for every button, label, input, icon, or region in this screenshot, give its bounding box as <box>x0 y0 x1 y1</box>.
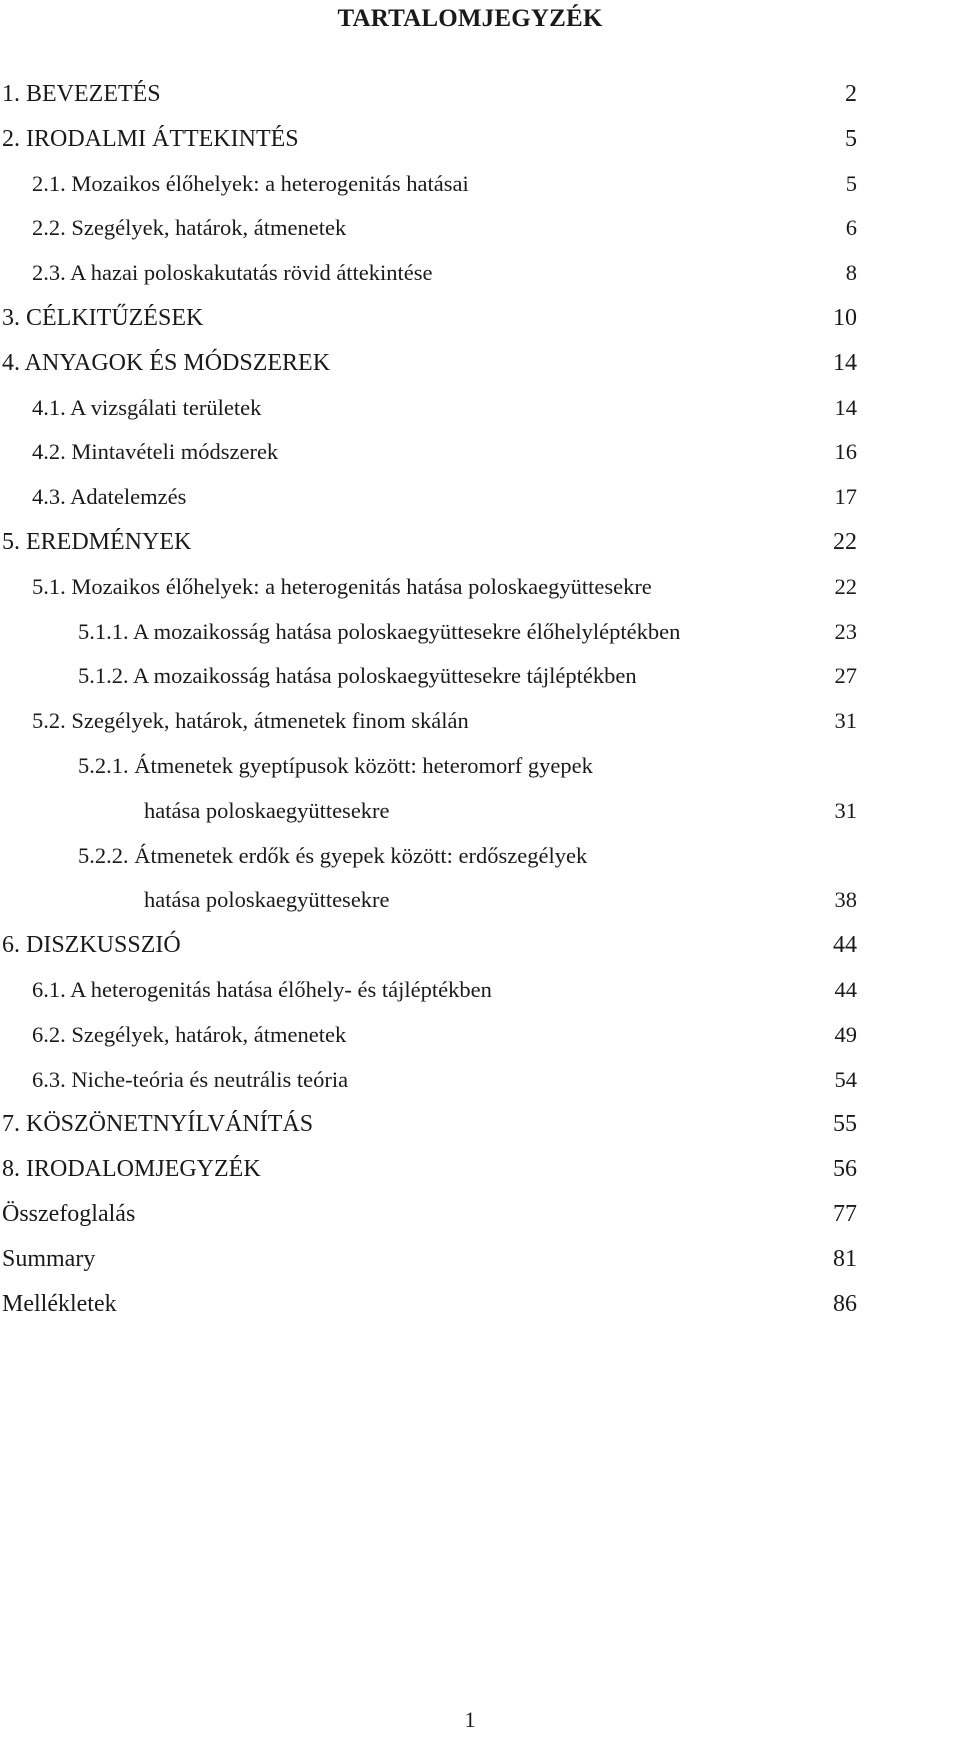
toc-entry[interactable] <box>0 661 960 706</box>
toc-entry[interactable] <box>0 885 960 930</box>
toc-entry[interactable] <box>0 482 960 527</box>
toc-entry-title: 6.1. A heterogenitás hatása élőhely- és tájléptékben <box>32 976 492 1002</box>
toc-entry[interactable] <box>0 527 960 572</box>
toc-entry[interactable] <box>0 617 960 662</box>
toc-entry-title: 2.3. A hazai poloskakutatás rövid áttekintése <box>32 260 433 286</box>
toc-entry-title: 2.2. Szegélyek, határok, átmenetek <box>32 215 347 241</box>
toc-entry[interactable] <box>0 1289 960 1334</box>
toc-entry[interactable] <box>0 1109 960 1154</box>
toc-entry-title: Summary <box>2 1245 96 1272</box>
toc-entry-page: 31 <box>834 708 857 734</box>
toc-entry[interactable] <box>0 169 960 214</box>
toc-entry-page: 5 <box>845 170 857 196</box>
toc-entry-page: 22 <box>833 528 857 555</box>
toc-entry[interactable] <box>0 841 960 886</box>
toc-entry-title: 5.2. Szegélyek, határok, átmenetek finom skálán <box>32 708 469 734</box>
toc-entry-title: 5.1. Mozaikos élőhelyek: a heterogenitás hatása poloskaegyüttesekre <box>32 573 652 599</box>
toc-entry-page: 54 <box>834 1066 857 1092</box>
toc-entry[interactable] <box>0 796 960 841</box>
toc-entry-title: 4.3. Adatelemzés <box>32 484 187 510</box>
toc-entry-page: 44 <box>833 932 857 959</box>
toc-entry-page: 14 <box>834 394 857 420</box>
toc-entry-title: 5.1.2. A mozaikosság hatása poloskaegyüttesekre tájléptékben <box>78 663 637 689</box>
toc-entry-title: 4.2. Mintavételi módszerek <box>32 439 279 465</box>
toc-entry-page: 77 <box>833 1200 857 1227</box>
table-of-contents <box>0 79 960 1333</box>
toc-entry-page: 22 <box>834 573 857 599</box>
toc-entry[interactable] <box>0 751 960 796</box>
toc-entry-page: 17 <box>834 484 857 510</box>
toc-entry[interactable] <box>0 1244 960 1289</box>
toc-entry-page: 8 <box>845 260 857 286</box>
toc-entry-page: 27 <box>834 663 857 689</box>
toc-entry[interactable] <box>0 706 960 751</box>
toc-entry[interactable] <box>0 348 960 393</box>
toc-entry-title: Mellékletek <box>2 1290 117 1317</box>
toc-entry-page: 38 <box>834 887 857 913</box>
toc-entry[interactable] <box>0 213 960 258</box>
toc-entry-page: 23 <box>834 618 857 644</box>
toc-entry-title: 2.1. Mozaikos élőhelyek: a heterogenitás hatásai <box>32 170 469 196</box>
toc-entry-title: 3. CÉLKITŰZÉSEK <box>2 304 204 331</box>
toc-entry-title: 2. IRODALMI ÁTTEKINTÉS <box>2 125 299 152</box>
toc-entry-page: 44 <box>834 976 857 1002</box>
toc-entry-title: 5.2.2. Átmenetek erdők és gyepek között: erdőszegélyek <box>78 842 588 868</box>
toc-entry[interactable] <box>0 572 960 617</box>
toc-entry-title: 8. IRODALOMJEGYZÉK <box>2 1156 261 1183</box>
toc-entry-title: 6.2. Szegélyek, határok, átmenetek <box>32 1021 347 1047</box>
toc-entry[interactable] <box>0 124 960 169</box>
toc-entry-title: 6.3. Niche-teória és neutrális teória <box>32 1066 349 1092</box>
toc-entry-page: 10 <box>833 304 857 331</box>
toc-entry-page: 49 <box>834 1021 857 1047</box>
toc-entry[interactable] <box>0 930 960 975</box>
toc-entry-title: 5.1.1. A mozaikosság hatása poloskaegyüttesekre élőhelyléptékben <box>78 618 681 644</box>
toc-entry[interactable] <box>0 303 960 348</box>
toc-entry-page: 31 <box>834 797 857 823</box>
toc-entry-title: hatása poloskaegyüttesekre <box>144 797 390 823</box>
toc-entry-page: 6 <box>845 215 857 241</box>
toc-entry[interactable] <box>0 393 960 438</box>
toc-entry[interactable] <box>0 1020 960 1065</box>
toc-entry-title: hatása poloskaegyüttesekre <box>144 887 390 913</box>
toc-entry[interactable] <box>0 258 960 303</box>
toc-entry[interactable] <box>0 79 960 124</box>
toc-entry-page: 55 <box>833 1111 857 1138</box>
toc-entry[interactable] <box>0 1065 960 1110</box>
toc-entry-title: 4. ANYAGOK ÉS MÓDSZEREK <box>2 349 331 376</box>
toc-entry-page: 5 <box>845 125 857 152</box>
toc-entry-title: 5. EREDMÉNYEK <box>2 528 192 555</box>
toc-entry-title: 4.1. A vizsgálati területek <box>32 394 262 420</box>
page-number: 1 <box>464 1707 476 1732</box>
toc-entry-title: 6. DISZKUSSZIÓ <box>2 932 181 959</box>
toc-entry[interactable] <box>0 437 960 482</box>
toc-entry[interactable] <box>0 1154 960 1199</box>
toc-entry-page: 81 <box>833 1245 857 1272</box>
toc-entry-page: 14 <box>833 349 857 376</box>
toc-entry-title: Összefoglalás <box>2 1200 136 1227</box>
toc-entry-title: 1. BEVEZETÉS <box>2 81 161 107</box>
toc-entry-page: 86 <box>833 1290 857 1317</box>
toc-entry[interactable] <box>0 975 960 1020</box>
toc-entry-title: 7. KÖSZÖNETNYÍLVÁNÍTÁS <box>2 1111 314 1138</box>
toc-entry-title: 5.2.1. Átmenetek gyeptípusok között: heteromorf gyepek <box>78 752 593 778</box>
toc-entry-page: 2 <box>845 81 857 107</box>
toc-entry-page: 16 <box>834 439 857 465</box>
toc-entry[interactable] <box>0 1199 960 1244</box>
page-title: TARTALOMJEGYZÉK <box>337 5 603 32</box>
toc-entry-page: 56 <box>833 1156 857 1183</box>
